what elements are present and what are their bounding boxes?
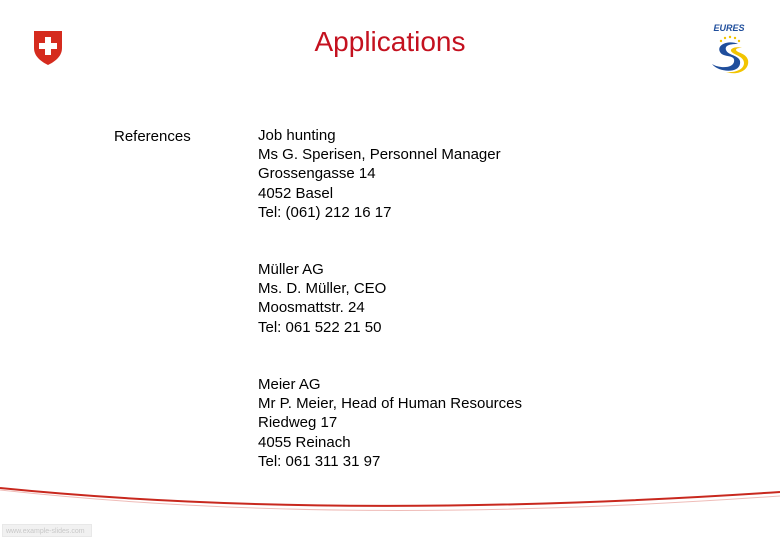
footer-watermark: www.example-slides.com [2,524,92,537]
entry-line: Moosmattstr. 24 [258,299,365,317]
entry-line: 4055 Reinach [258,433,351,451]
reference-entry-2 [258,260,386,337]
entry-line: Meier AG [258,376,321,393]
entry-line: Mr P. Meier, Head of Human Resources [258,395,523,413]
entry-line: Riedweg 17 [258,414,338,432]
entry-line: 4052 Basel [258,184,334,202]
entry-line: Ms. D. Müller, CEO [258,280,387,298]
decorative-swoosh [0,478,780,528]
references-label: References [114,128,191,145]
entry-line: Müller AG [258,261,324,278]
entry-line: Ms G. Sperisen, Personnel Manager [258,146,501,164]
eures-logo-icon [704,22,754,76]
reference-entry-3 [258,375,522,471]
entry-line: Tel: 061 522 21 50 [258,318,382,336]
entry-line: Job hunting [258,127,336,144]
entry-line: Tel: 061 311 31 97 [258,452,381,470]
entry-line: Grossengasse 14 [258,165,376,183]
page-title: Applications [314,26,466,57]
entry-line: Tel: (061) 212 16 17 [258,203,392,221]
eures-logo-text: EURES [713,23,745,33]
reference-entry-1 [258,126,501,222]
